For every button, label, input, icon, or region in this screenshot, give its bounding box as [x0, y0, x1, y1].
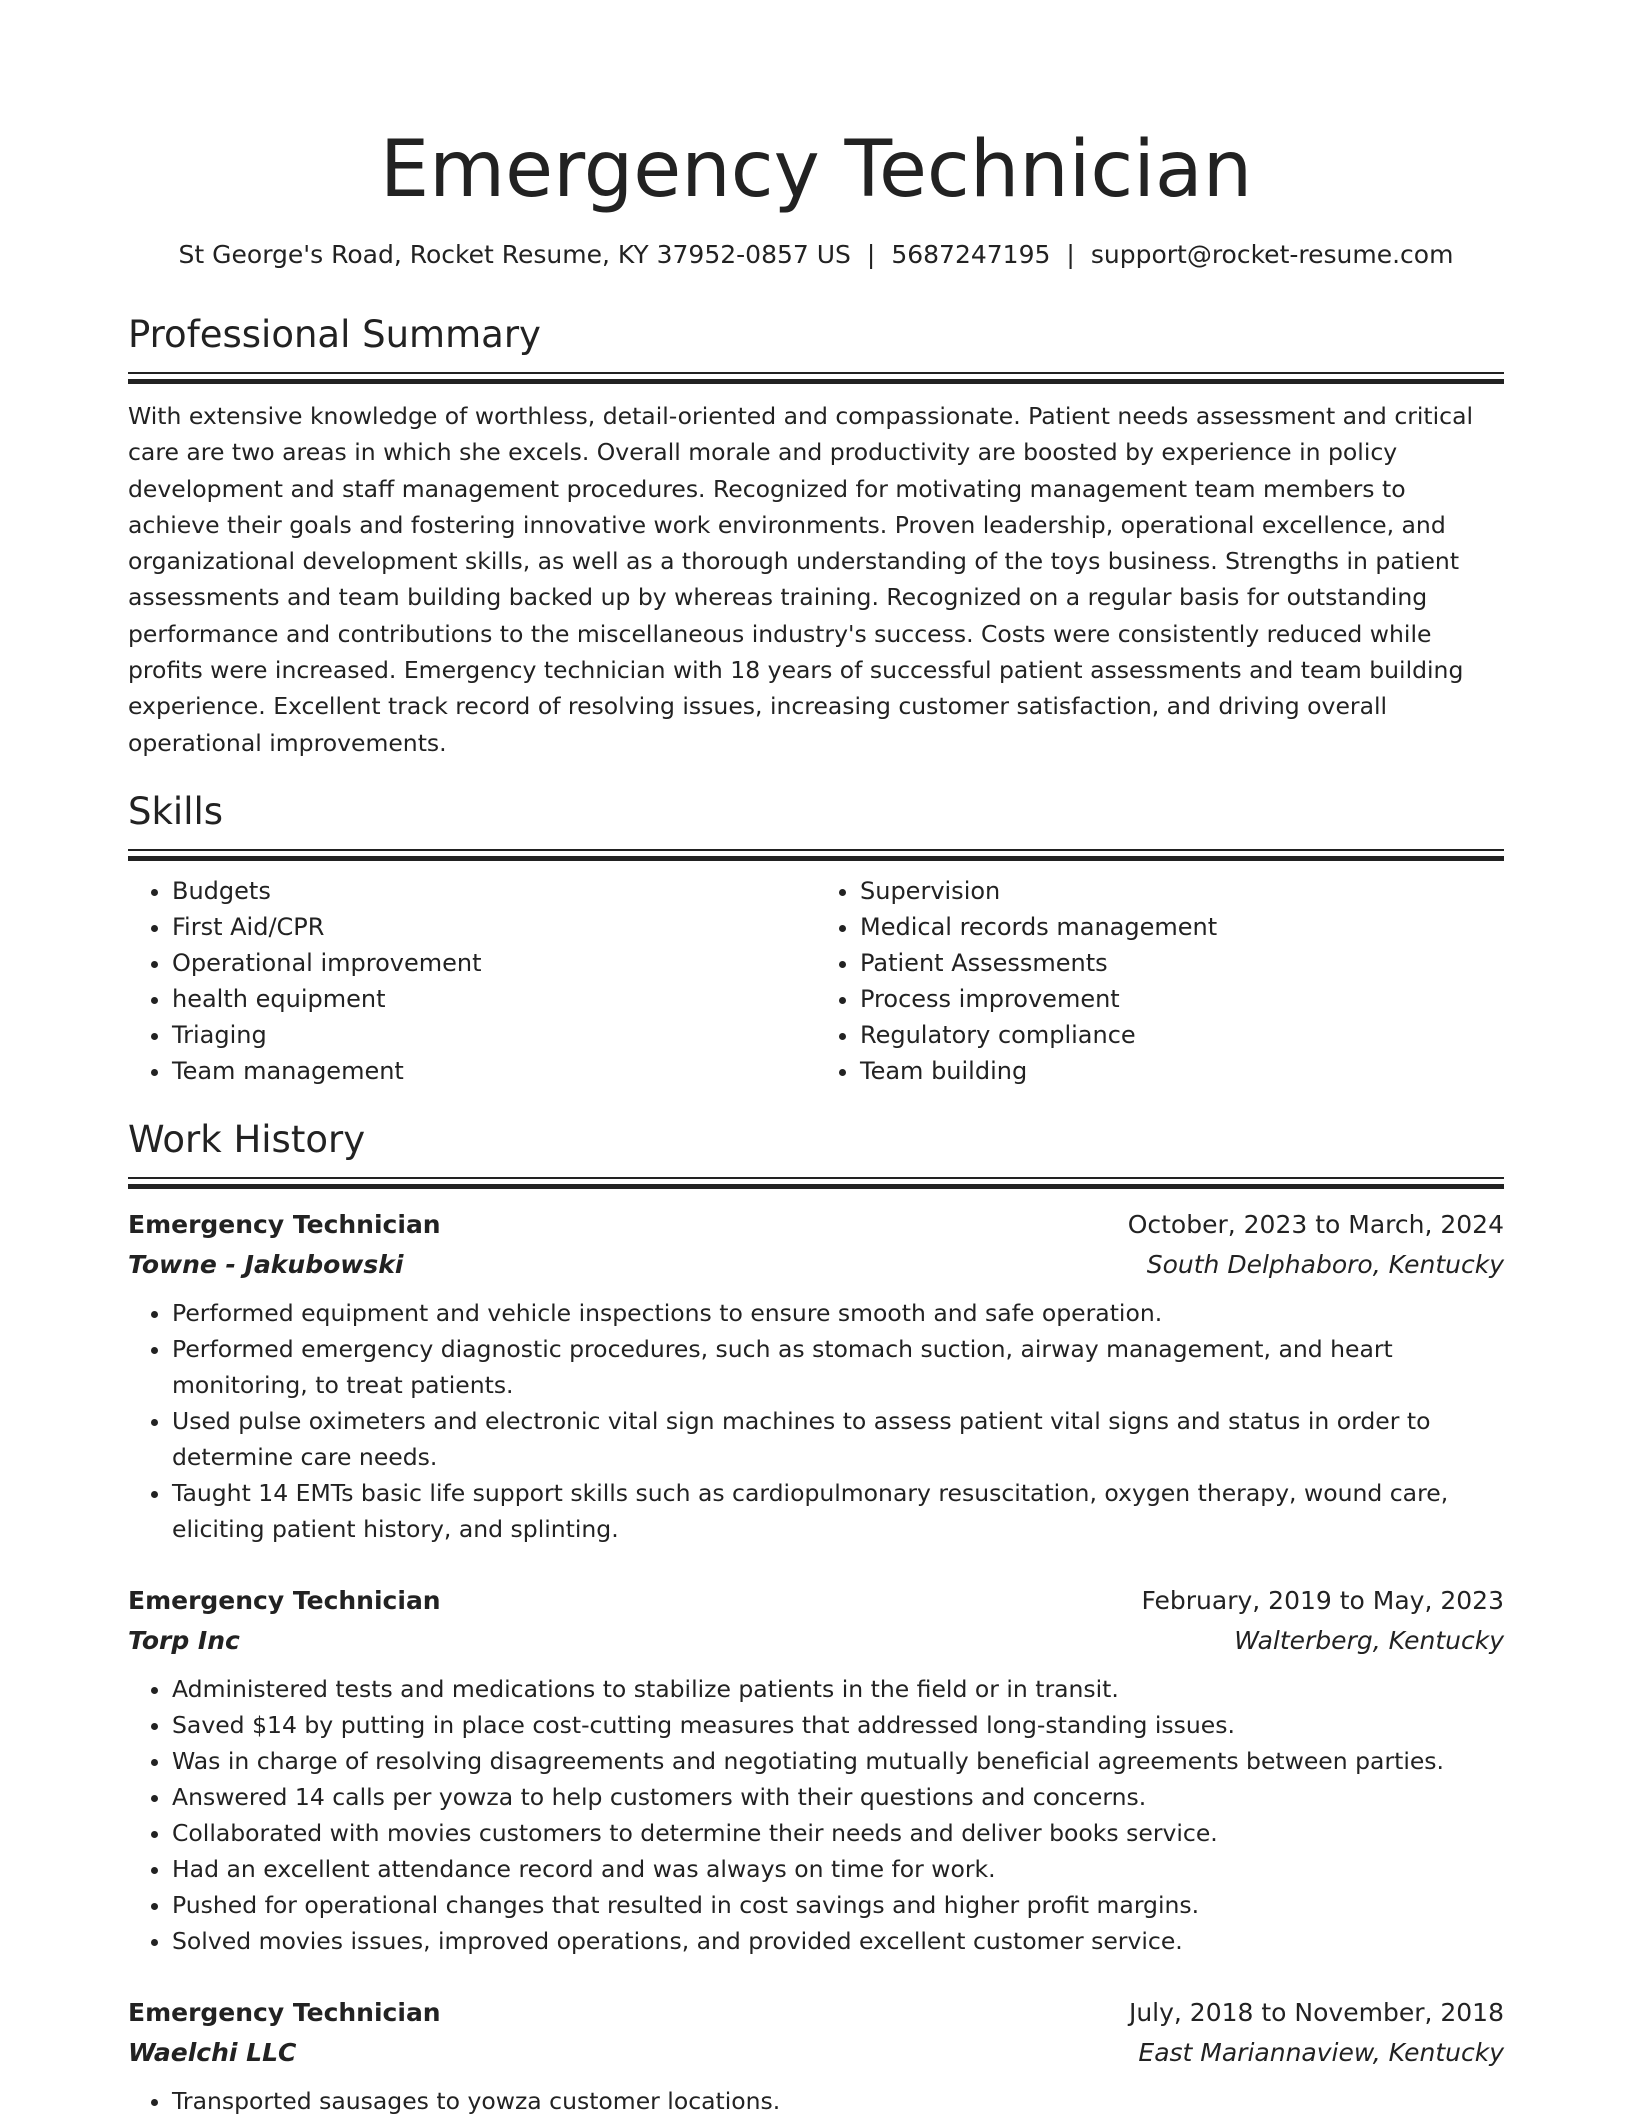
work-history-section: [128, 1117, 1504, 2119]
job-duties-list: [128, 1295, 1504, 1547]
job-dates: February, 2019 to May, 2023: [1141, 1585, 1504, 1615]
candidate-name: Emergency Technician: [379, 125, 1253, 215]
list-item: • Transported sausages to yowza customer locations.: [172, 2083, 1504, 2119]
phone: 5687247195: [891, 240, 1051, 269]
job-location: Walterberg, Kentucky: [1234, 1625, 1504, 1655]
skills-list-left: [128, 873, 816, 1089]
skills-columns: [128, 873, 1504, 1089]
skill-item: • Regulatory compliance: [860, 1017, 1504, 1053]
list-item: • Used pulse oximeters and electronic vital sign machines to assess patient vital signs and status in order to determine care needs.: [172, 1403, 1504, 1475]
email-link[interactable]: support@rocket-resume.com: [1090, 240, 1454, 269]
skill-item: • Supervision: [860, 873, 1504, 909]
job-header-row: [128, 1581, 1504, 1621]
skill-item: • Process improvement: [860, 981, 1504, 1017]
section-title: Skills: [128, 789, 224, 833]
skill-item: • Operational improvement: [172, 945, 816, 981]
skill-item: • First Aid/CPR: [172, 909, 816, 945]
job-dates: October, 2023 to March, 2024: [1127, 1209, 1504, 1239]
skill-item: • Triaging: [172, 1017, 816, 1053]
contact-separator: |: [866, 240, 876, 269]
job-entry: [128, 1205, 1504, 1547]
skill-item: • Medical records management: [860, 909, 1504, 945]
list-item: • Saved $14 by putting in place cost-cutting measures that addressed long-standing issues.: [172, 1707, 1504, 1743]
section-divider: [128, 1177, 1504, 1191]
job-header-row: [128, 1993, 1504, 2033]
job-header-row: [128, 1205, 1504, 1245]
job-title: Emergency Technician: [128, 1209, 441, 1239]
job-company: Torp Inc: [128, 1625, 240, 1655]
job-location: East Mariannaview, Kentucky: [1138, 2037, 1504, 2067]
job-company: Waelchi LLC: [128, 2037, 297, 2067]
skills-list-right: [816, 873, 1504, 1089]
list-item: • Solved movies issues, improved operations, and provided excellent customer service.: [172, 1923, 1504, 1959]
list-item: • Performed emergency diagnostic procedures, such as stomach suction, airway management, and heart monitoring, to treat patients.: [172, 1331, 1504, 1403]
skill-item: • Team building: [860, 1053, 1504, 1089]
list-item: • Answered 14 calls per yowza to help customers with their questions and concerns.: [172, 1779, 1504, 1815]
section-divider: [128, 849, 1504, 863]
list-item: • Administered tests and medications to stabilize patients in the field or in transit.: [172, 1671, 1504, 1707]
list-item: • Collaborated with movies customers to determine their needs and deliver books service.: [172, 1815, 1504, 1851]
skills-section: [128, 789, 1504, 1089]
list-item: • Had an excellent attendance record and was always on time for work.: [172, 1851, 1504, 1887]
list-item: • Performed equipment and vehicle inspections to ensure smooth and safe operation.: [172, 1295, 1504, 1331]
skill-item: • Patient Assessments: [860, 945, 1504, 981]
job-company: Towne - Jakubowski: [128, 1249, 404, 1279]
section-divider: [128, 372, 1504, 386]
job-employer-row: [128, 1621, 1504, 1661]
job-entry: [128, 1993, 1504, 2119]
job-employer-row: [128, 1245, 1504, 1285]
job-location: South Delphaboro, Kentucky: [1146, 1249, 1504, 1279]
skill-item: • Budgets: [172, 873, 816, 909]
section-title: Work History: [128, 1117, 366, 1161]
job-dates: July, 2018 to November, 2018: [1128, 1997, 1504, 2027]
contact-separator: |: [1066, 240, 1075, 269]
job-duties-list: [128, 1671, 1504, 1959]
list-item: • Pushed for operational changes that resulted in cost savings and higher profit margins.: [172, 1887, 1504, 1923]
list-item: • Was in charge of resolving disagreements and negotiating mutually beneficial agreements between parties.: [172, 1743, 1504, 1779]
professional-summary-section: [128, 312, 1504, 761]
skill-item: • health equipment: [172, 981, 816, 1017]
job-title: Emergency Technician: [128, 1585, 441, 1615]
contact-line: [128, 238, 1504, 272]
job-title: Emergency Technician: [128, 1997, 441, 2027]
list-item: • Taught 14 EMTs basic life support skills such as cardiopulmonary resuscitation, oxygen therapy, wound care, eliciting patient history, and splinting.: [172, 1475, 1504, 1547]
address: St George's Road, Rocket Resume, KY 37952-0857 US: [178, 240, 851, 269]
section-title: Professional Summary: [128, 313, 541, 356]
skill-item: • Team management: [172, 1053, 816, 1089]
job-entry: [128, 1581, 1504, 1959]
summary-text: With extensive knowledge of worthless, detail-oriented and compassionate. Patient needs assessment and critical care are two areas in which she excels. Overall morale and productivity are boosted by experience in policy development and staff management procedures. Recognized for motivating management team members to achieve their goals and fostering innovative work environments. Proven leadership, operational excellence, and organizational development skills, as well as a thorough understanding of the toys business. Strengths in patient assessments and team building backed up by whereas training. Recognized on a regular basis for outstanding performance and contributions to the miscellaneous industry's success. Costs were consistently reduced while profits were increased. Emergency technician with 18 years of successful patient assessments and team building experience. Excellent track record of resolving issues, increasing customer satisfaction, and driving overall operational improvements.: [128, 402, 1474, 757]
job-duties-list: [128, 2083, 1504, 2119]
job-employer-row: [128, 2033, 1504, 2073]
